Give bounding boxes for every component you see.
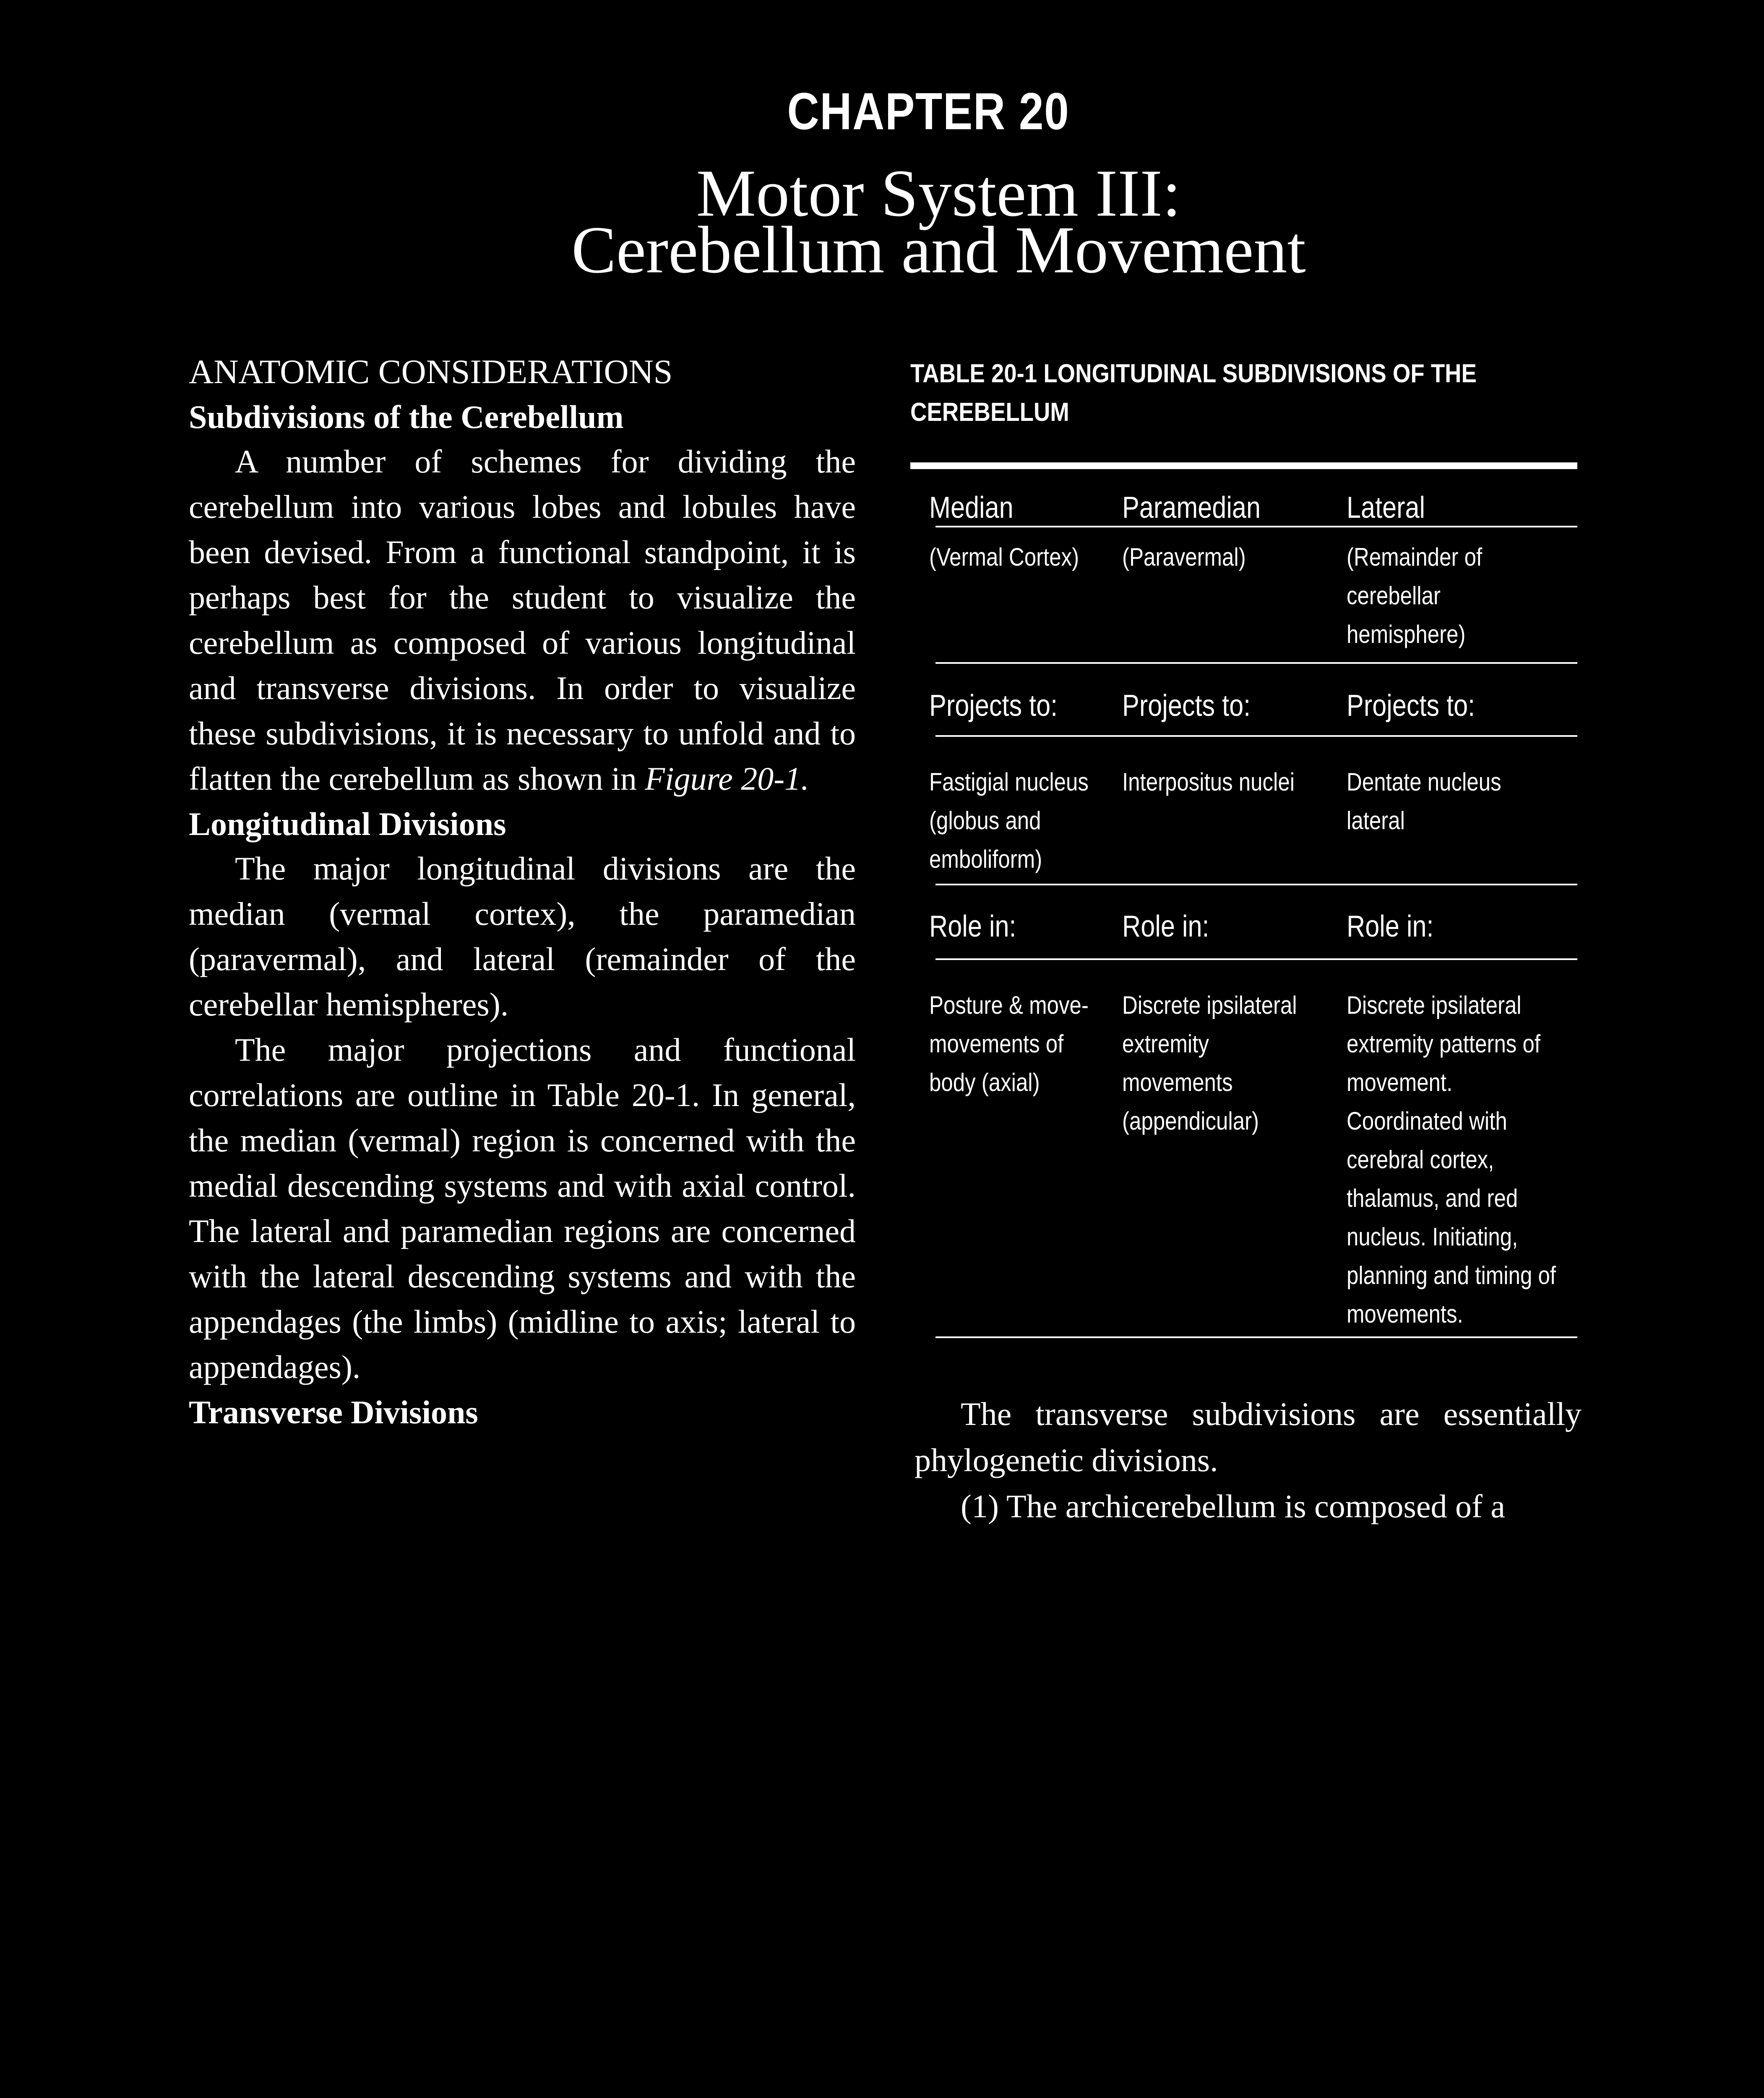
- table-header-lateral: Lateral: [1347, 491, 1425, 524]
- subdivisions-paragraph-text: A number of schemes for dividing the cerebellum into various lobes and lobules have been devised. From a functional standpoint, it is perhaps best for the student to visualize the cerebellum as composed of various longitudinal and transverse divisions. In order to visualize these subdivisions, it is necessary to unfold and to flatten the cerebellum as shown in: [189, 443, 856, 797]
- table-top-rule: [910, 462, 1577, 469]
- subdivisions-paragraph: [189, 439, 856, 801]
- table-projects-lateral: Dentate nucleus lateral: [1347, 768, 1501, 835]
- section-heading: ANATOMIC CONSIDERATIONS: [189, 352, 673, 391]
- table-role-paramedian: Discrete ipsilateral extremity movements (appendicular): [1122, 991, 1297, 1135]
- chapter-title-line-1: Motor System III:: [696, 156, 1181, 230]
- table-role-lateral: Discrete ipsilateral extremity patterns of movement. Coordinated with cerebral cortex, thalamus, and red nucleus. Initiating, planning and timing of movements.: [1347, 991, 1556, 1328]
- table-projects-median: Fastigial nucleus (globus and emboliform): [929, 768, 1089, 873]
- table-rule: [935, 662, 1577, 664]
- table-rule: [935, 958, 1577, 960]
- table-header-paramedian: Paramedian: [1122, 491, 1261, 524]
- longitudinal-paragraph-1: The major longitudinal divisions are the median (vermal cortex), the paramedian (paravermal), and lateral (remainder of the cerebellar hemispheres).: [189, 850, 856, 1023]
- right-column-text: [915, 1391, 1582, 1529]
- table-role-label-median: Role in:: [929, 910, 1016, 943]
- longitudinal-paragraph-2: The major projections and functional correlations are outline in Table 20-1. In general, the median (vermal) region is concerned with the medial descending systems and with axial control. The lateral and paramedian regions are concerned with the lateral descending systems and with the appendages (the limbs) (midline to axis; lateral to appendages).: [189, 1031, 856, 1385]
- transverse-heading: Transverse Divisions: [189, 1394, 478, 1430]
- chapter-label: CHAPTER 20: [787, 83, 1070, 141]
- table-projects-label-median: Projects to:: [929, 689, 1058, 723]
- table-role-median: Posture & move-movements of body (axial): [929, 991, 1089, 1096]
- chapter-title-line-2: Cerebellum and Movement: [571, 212, 1306, 287]
- table-rule: [935, 884, 1577, 885]
- table-header-median: Median: [929, 491, 1014, 524]
- transverse-paragraph-2: (1) The archicerebellum is composed of a: [961, 1488, 1506, 1524]
- longitudinal-heading: Longitudinal Divisions: [189, 806, 506, 842]
- table-projects-label-lateral: Projects to:: [1347, 689, 1475, 723]
- table-header-rule: [935, 526, 1577, 527]
- table-subheader-median: (Vermal Cortex): [929, 543, 1079, 571]
- transverse-paragraph-1: The transverse subdivisions are essentially phylogenetic divisions.: [915, 1396, 1582, 1478]
- table-subheader-lateral: (Remainder of cerebellar hemisphere): [1347, 543, 1483, 648]
- table-bottom-rule: [935, 1336, 1577, 1338]
- table-caption: TABLE 20-1 LONGITUDINAL SUBDIVISIONS OF THE CEREBELLUM: [910, 359, 1477, 427]
- table-role-label-paramedian: Role in:: [1122, 910, 1209, 943]
- table-role-label-lateral: Role in:: [1347, 910, 1434, 943]
- table-projects-paramedian: Interpositus nuclei: [1122, 768, 1295, 796]
- table-rule: [935, 735, 1577, 737]
- subdivisions-heading: Subdivisions of the Cerebellum: [189, 399, 624, 435]
- table-projects-label-paramedian: Projects to:: [1122, 689, 1251, 723]
- left-column: [189, 348, 856, 1434]
- table-subheader-paramedian: (Paravermal): [1122, 543, 1246, 571]
- figure-reference: Figure 20-1.: [645, 760, 809, 797]
